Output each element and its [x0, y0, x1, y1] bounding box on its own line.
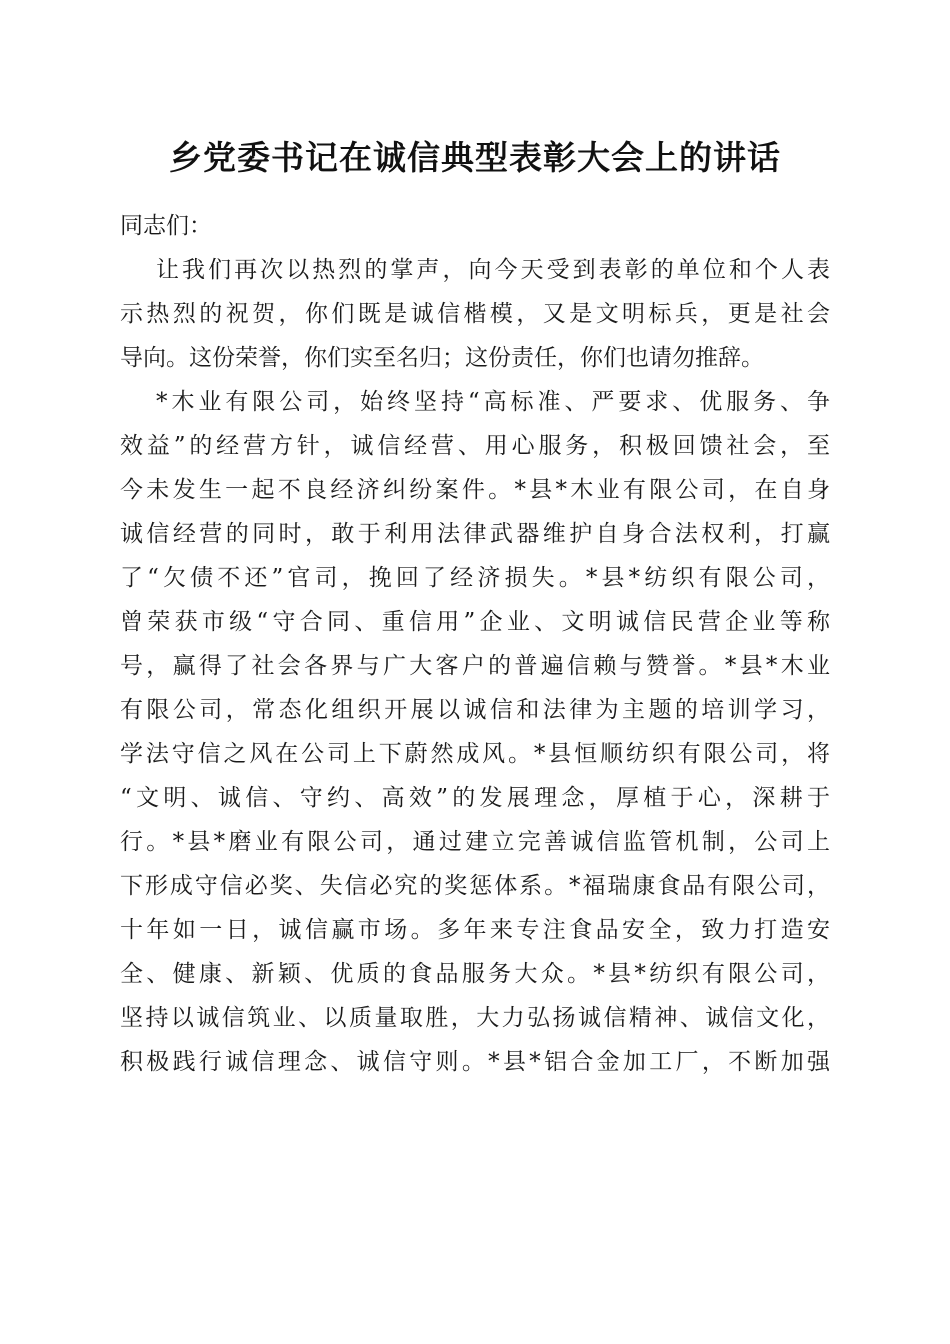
- paragraph-line: 下形成守信必奖、失信必究的奖惩体系。*福瑞康食品有限公司，: [120, 873, 830, 899]
- paragraph-2: [120, 380, 830, 1084]
- paragraph-line: 积极践行诚信理念、诚信守则。*县*铝合金加工厂，不断加强: [120, 1049, 830, 1075]
- paragraph-line: 曾荣获市级“守合同、重信用”企业、文明诚信民营企业等称: [120, 609, 830, 635]
- paragraph-line: 坚持以诚信筑业、以质量取胜，大力弘扬诚信精神、诚信文化，: [120, 1005, 830, 1031]
- paragraph-line: 全、健康、新颖、优质的食品服务大众。*县*纺织有限公司，: [120, 961, 830, 987]
- document-body: [120, 204, 830, 1084]
- paragraph-line: 导向。这份荣誉，你们实至名归；这份责任，你们也请勿推辞。: [120, 345, 764, 371]
- paragraph-line: 效益”的经营方针，诚信经营、用心服务，积极回馈社会，至: [120, 433, 830, 459]
- paragraph-line: 十年如一日，诚信赢市场。多年来专注食品安全，致力打造安: [120, 917, 830, 943]
- paragraph-line: 让我们再次以热烈的掌声，向今天受到表彰的单位和个人表: [156, 257, 830, 283]
- paragraph-line: 示热烈的祝贺，你们既是诚信楷模，又是文明标兵，更是社会: [120, 301, 830, 327]
- paragraph-line: *木业有限公司，始终坚持“高标准、严要求、优服务、争: [156, 389, 830, 415]
- paragraph-line: 今未发生一起不良经济纠纷案件。*县*木业有限公司，在自身: [120, 477, 830, 503]
- document-title: 乡党委书记在诚信典型表彰大会上的讲话: [169, 138, 781, 177]
- paragraph-line: 有限公司，常态化组织开展以诚信和法律为主题的培训学习，: [120, 697, 830, 723]
- paragraph-line: “文明、诚信、守约、高效”的发展理念，厚植于心，深耕于: [120, 785, 830, 811]
- paragraph-line: 诚信经营的同时，敢于利用法律武器维护自身合法权利，打赢: [120, 521, 830, 547]
- salutation: 同志们：: [120, 213, 212, 239]
- paragraph-line: 学法守信之风在公司上下蔚然成风。*县恒顺纺织有限公司，将: [120, 741, 830, 767]
- paragraph-line: 了“欠债不还”官司，挽回了经济损失。*县*纺织有限公司，: [120, 565, 830, 591]
- paragraph-line: 行。*县*磨业有限公司，通过建立完善诚信监管机制，公司上: [120, 829, 830, 855]
- paragraph-1: [120, 248, 830, 380]
- paragraph-line: 号，赢得了社会各界与广大客户的普遍信赖与赞誉。*县*木业: [120, 653, 830, 679]
